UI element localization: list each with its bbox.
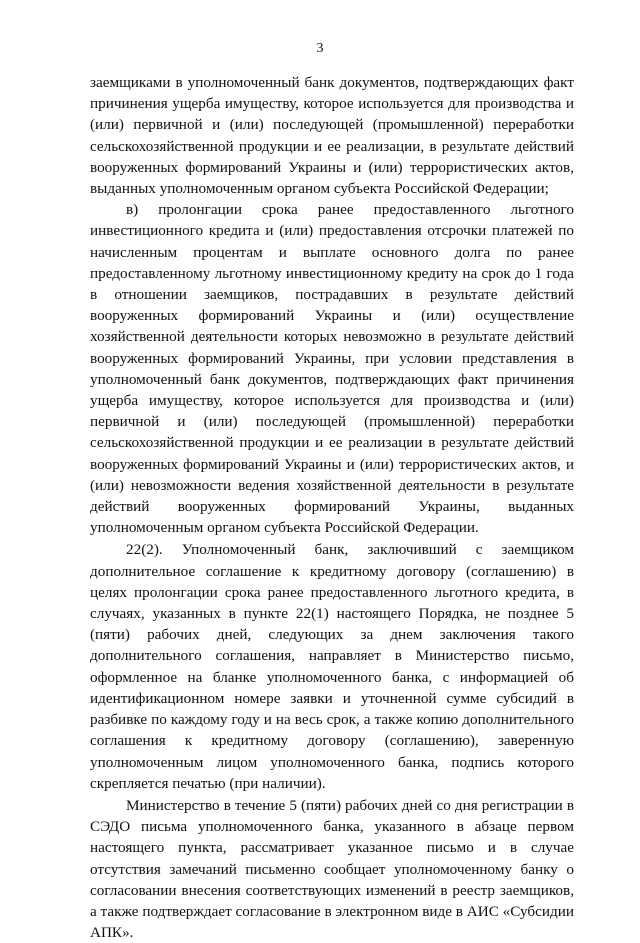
page-number: 3 bbox=[316, 41, 324, 56]
paragraph-item-v: в) пролонгации срока ранее предоставленного льготного инвестиционного кредита и (или) предоставления отсрочки платежей по начисленным процентам и выплате основного долга по ранее предоставленному льготному инвестиционному кредиту на срок до 1 года в отношении заемщиков, пострадавших в результате действий вооруженных формирований Украины и (или) осуществление хозяйственной деятельности которых невозможно в результате действий вооруженных формирований Украины, при условии представления в уполномоченный банк документов, подтверждающих факт причинения ущерба имуществу, которое используется для производства и (или) первичной и (или) последующей (промышленной) переработки сельскохозяйственной продукции и ее реализации в результате действий вооруженных формирований Украины и (или) террористических актов, и (или) невозможности ведения хозяйственной деятельности в результате действий вооруженных формирований Украины, выданных уполномоченным органом субъекта Российской Федерации. bbox=[90, 201, 574, 537]
paragraph-continuation: заемщиками в уполномоченный банк документов, подтверждающих факт причинения ущерба имуществу, которое используется для производства и (или) первичной и (или) последующей (промышленной) переработки сельскохозяйственной продукции и ее реализации, в результате действий вооруженных формирований Украины и (или) террористических актов, выданных уполномоченным органом субъекта Российской Федерации; bbox=[90, 74, 574, 198]
document-body bbox=[90, 72, 574, 943]
paragraph-item-22-2: 22(2). Уполномоченный банк, заключивший с заемщиком дополнительное соглашение к кредитному договору (соглашению) в целях пролонгации срока ранее предоставленного льготного кредита, в случаях, указанных в пункте 22(1) настоящего Порядка, не позднее 5 (пяти) рабочих дней, следующих за днем заключения такого дополнительного соглашения, направляет в Министерство письмо, оформленное на бланке уполномоченного банка, с информацией об идентификационном номере заявки и уточненной сумме субсидий в разбивке по каждому году и на весь срок, а также копию дополнительного соглашения к кредитному договору (соглашению), заверенную уполномоченным лицом уполномоченного банка, подпись которого скрепляется печатью (при наличии). bbox=[90, 541, 574, 792]
paragraph-ministry: Министерство в течение 5 (пяти) рабочих дней со дня регистрации в СЭДО письма уполномоченного банка, указанного в абзаце первом настоящего пункта, рассматривает указанное письмо и в случае отсутствия замечаний письменно сообщает уполномоченному банку о согласовании внесения соответствующих изменений в реестр заемщиков, а также подтверждает согласование в электронном виде в АИС «Субсидии АПК». bbox=[90, 796, 574, 942]
